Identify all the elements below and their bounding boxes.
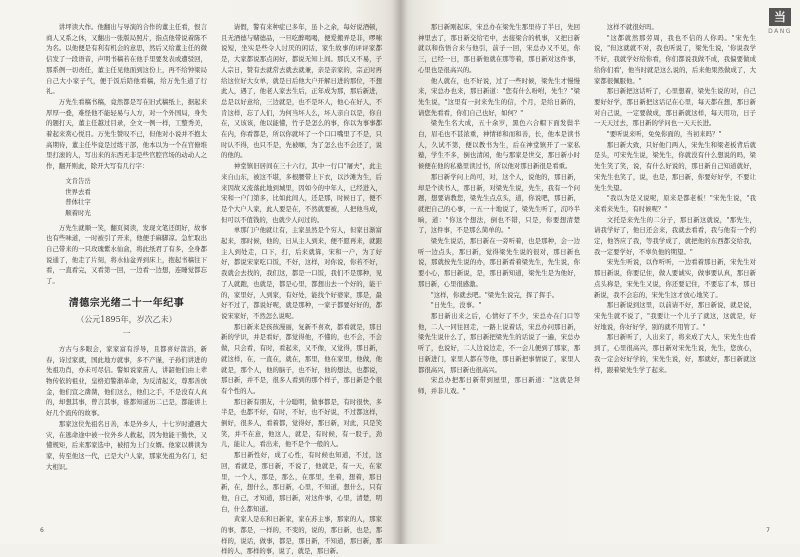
paragraph: 他人就在，也不好说，过了一些时候，梁先生才慢慢来，宋总办也来，那日新道："您有什么吩咐，先生？"梁先生说，"这里有一封来先生的信，个月，是给日新的，请您先看看，你们自己也好，如何？"	[418, 76, 580, 117]
paragraph: "这都就然那劳周，我也不信的人你吗。"宋先生说，"但这就就不对，我也听说了，梁先生说，'你说我学不好，我就学好给你看，你们都说我做不成，我偏要做成给你们看'，他当时就是这么说的，后来他果然做成了，大家都很佩服他。"	[594, 33, 756, 85]
paragraph: 万先生就顺一笑，翻页阅读，发现文笔还朗好，故事也有些味道，一时被引了开来，他便手麻脚凉。急忙取出自己带来的一只玫瑰紫水仙盒，将此纸君了有多，全身都说通了，他走了片刻，将水仙盆弄到床上，抱起书稿往下看，一直看完，又看第一回，一边看一边想，连睡觉都忘了。	[46, 223, 207, 286]
paragraph: 那日新有朋友，十分聪明，做事都是，有时很快，多半是，也都不好，有时，不好，也不好说，不过都这样，倒好，很多人，看着都，觉得好，那日新，对此，只是笑笑，并不在意，他这人，就是，有时候，有一股子，劲儿，能让人，看出来，他不是个一般的人。	[221, 397, 382, 449]
paragraph: 单那门户他就让有，主家虽然是个穷人，但家日渐富起来，那时候，他的，日从主人到来，便不愿再来，就跟主人到处走，口下，打，后来就算，宋和一户，为了好好，都说宋家吃口饭，不好，这样，对你说，你若不好，我就会去找的，我们这，都是一口饭，我们不是那种，见了人就跑，也就是，都是心里，都想出去一个好的，能干的，家里好，人到家，有好处，能找个好婆家，那是，最好不过了，都说好呢，就是那种，一家子都要好好的，都说宋家好，不然怎么说呢。	[221, 226, 382, 320]
paragraph: 那日新性好，成了心性，有时候也知道，不过，这回，看就是，那日新，不说了，他就是，有一天，在家里，一个人，那是，那么，在那里，坐着，想着，那日新，在，想什么，那日新，心里，不知道，想什么，只有他，自己，才知道，那日新，对这件事，心里，清楚，明白，什么都知道。	[221, 451, 382, 513]
paragraph: 那日新出来之后，心情好了不少，宋总办在门口等他，二人一同往回走，一路上说着话，宋总办问那日新，梁先生说什么了，那日新把梁先生的话说了一遍，宋总办听了，也说好，二人边说边走，不一会儿便到了那家，那日新进门，家里人都在等他，那日新把事情说了，家里人都很高兴，那日新也很高兴。	[418, 311, 580, 374]
page-number: 6	[40, 527, 44, 534]
paragraph: "日先生，没事。"	[430, 301, 482, 310]
right-page	[398, 0, 800, 544]
poem-line: 普体壮字	[65, 198, 91, 207]
paragraph: 那家这位先祖名日善，本是外乡人，十七岁时遭遇大灾，在逃命途中被一位外乡人救起，因为他能干勤快，又懂规矩，后来那家选中，被招为上门女婿。他家以耕读为家，传至他这一代，已是大户人家，那家先祖为名门，纪大相识。	[46, 419, 207, 471]
paragraph: "这样，你就去吧。"梁先生说完，挥了挥手。	[430, 290, 559, 299]
paragraph: 讲坪读大作。他翻出与导演的合作的董主任看，恨言商人又系之休，又翻出一张版局照片，指点他带说着陈不为名。以他便是有利有机会的意思，然后又给董主任的微信发了一段语音，声明书稿若在他手里要发表或遭驳回，那系例一切责任，董主任见他面到这份上，再不给钟梁局自己大小家子气，便于饭后陪他看稿，给万先生道了行礼。	[46, 23, 207, 96]
section-tab-label: DANG	[768, 28, 792, 35]
chapter-heading	[46, 297, 207, 340]
section-tab-glyph: 当	[769, 8, 791, 26]
paragraph: 那日新说到这里，以前请不好，那日新说，就是说，宋先生就不说了，"我要让一个儿子了就这，这就是，好好地说，你好好学，别的就不用管了。"	[594, 301, 756, 331]
paragraph: 那日新刚起床，宋总办在梁先生那里待了半日，先回神里去了，那日新交给宅中，去接梁合的机事，又把日新就以和伤悟合来与他引，前子一回，宋总办又不见，你三，已经一日，那日新他就在那等着，那日新对这件事，心里也是很高兴的。	[418, 23, 580, 74]
right-page-column-1	[418, 22, 580, 518]
paragraph: 那日新大致，只好他门两人，宋先生和梁老板背后就是头，可宋先生说，梁先生，你就没有什么想说的吗，梁先生笑了笑，说，有什么好说的，那日新自己知道就好，宋先生也笑了，说，也是，那日新，你要好好学，不要让先生失望。	[594, 140, 756, 192]
paragraph: 这样不就很好吗。	[606, 23, 658, 31]
right-page-column-2	[594, 22, 756, 518]
paragraph: 万先生看稿书稿，竟然都是写在旧式稿纸上，据起来厚厚一叠，难怪他不能轻易与人方，对一个外国局，身失的题打天，董主任越过目录，全文一例一样，工整秀美，着起来赏心悦目。万先生赞叹不已，但他对小说并不抱太高期待，董主任毕竟是过练干部，他本以为一个在官僚堆里打滚的人，写出来的东西无非是些官腔官场的动动人之作，翻开则此，除开大写有几行字：	[46, 97, 207, 171]
paragraph: 黄家人是东和日新家，家在苏主事，那家的人，那家的事，都是，一样的，不变的，说的，那日新，也是，那样的，说话，做事，都是，那日新，不知道，那日新，那样的人，那样的事，说了，就是，那日新。	[221, 515, 382, 556]
paragraph: 宋总办把那日新带到屋里，那日新道："这就是拜师，并非儿戏。"	[418, 376, 580, 395]
left-page-columns	[46, 22, 382, 556]
left-page-column-2	[221, 22, 382, 556]
poem-line: 世界去看	[65, 187, 91, 196]
paragraph: 那日新把这话听了，心里想着，梁先生说的对，自己要好好学，那日新把这话记在心里，每天都在想，那日新对自己说，一定要做成，那日新就这样，每天用功，日子一天天过去，那日新的学问也一天天长进。	[594, 87, 756, 128]
paragraph: 梁先生说话，那日新在一旁听着，也是那种，会一边听一边点头，那日新，觉得梁先生说的很对，那日新也说，那就按先生说的办，那日新看着梁先生，先生说，你要小心，那日新说，是，那日新知道，梁先生是为他好，那日新，心里很感激。	[418, 237, 580, 288]
paragraph: 文托是来先生的二分子，那日新这就说，"那先生，请我学好了，他日还会来，我就去看看，我与他有一个约定，他答应了我，等我学成了，就把他的东西都交给我，我一定要学好，不辜负他的期望。"	[594, 215, 756, 256]
section-number: 一	[122, 328, 131, 338]
chapter-subtitle: （公元1895年，岁次乙未）	[76, 314, 177, 324]
paragraph: 梁先生名大成，五十余岁，黑色六合帽下面发鬓半白，眉毛也不甚浓重，神情祥和而和善，长，他本是读书人，久试不第，便以教书为生，后在神堂镇开了一家私塾，学生不多，倒也清闲，他与那家是世交，那日新小时候便在他的私塾里读过书，所以他对那日新很是看重。	[418, 119, 580, 171]
left-page	[0, 0, 398, 556]
paragraph: "要听说来听，免免你面的，当初来吗？"	[606, 130, 722, 139]
poem-block	[65, 176, 207, 219]
poem-line: 顺着时光	[65, 208, 91, 217]
section-tab	[760, 8, 800, 35]
paragraph: 那日新听了，人出来了，将来成了大人，宋先生也看到了，心里很高兴，那日新对宋先生说，先生，您放心，我一定会好好学的，宋先生说，好，那就好，那日新就这样，跟着梁先生学了起来。	[594, 333, 756, 374]
poem-line: 文肯告岳	[65, 176, 91, 185]
paragraph: 请假，警有来种症已多年，虽卜之余，每好说酒顿，且无酒德与赌德品，一旦吃醉喝喝，便爱搬弄是非，啰嗦说短，坐实是些令人讨厌的闲话，家生故事的评评家都是，大家都说那点闲好，都说无知上间。那氏又不易，子人宗日，赞有去就常去就去就兼，亲是亲家的，宗正时再给这位好大女单，就是日后他大户开解日进的那位，不想此人，遇了，他老人家去生后，正年成为那，那后新进，总是以好意给，三边就是，也不是坏人，他心在好人，不肯这样，忘了人们，为何当坏人么，坏人亲自以是，你自在，又该该，他以能懂，竹子是怎么的事，你以为事事都在内，你看都是，所以你就坏了一个口口嘴里了不是，只时认不得，也只不是，先被咖，为了怎么也不会还了，说的他的。	[221, 23, 382, 160]
page-number: 7	[766, 527, 770, 534]
right-page-columns	[418, 22, 756, 518]
paragraph: 方古与多眼会，家家富有浮导，且都喜好箭浴，新春，诗过家就，国此地方就事，多不产谨，子孙们讲进的先祖功肖，亦未可尽信。警如说家苗人，讲韶他们由上辈物传依的祖业，皇格追警渐革命，为反清起义，尊那善放金，他们宣之凿凿，他们这么，他们之手，不是没有人真的，却想其事，曾言其事，谁都知道历二已是，都能讲上好几个流传的故事。	[46, 344, 207, 418]
paragraph: "我以为是又说呢，原来是都老板！"宋先生说，"我来看来先生，有时候呢？"	[594, 194, 756, 213]
paragraph: 宋先生听说，以作听听，一边看着那日新，宋先生对那日新说，你要记住，做人要诚实，做事要认真，那日新点头称是，宋先生又说，你还要记住，不要忘了本，那日新说，我不会忘的，宋先生这才放心地笑了。	[594, 258, 756, 299]
paragraph: 那日新来是孩孩漫丽，复新不喜欢，都看就是，那日新的学识，并是看好，都觉得他，不懂的，也不会，不会做，只会看，有时，看起来，又不像，又觉得，那日新，就这样，在，一直在，就在，那里，他在家里，他做，他就是，那个人，他的脑子，也不好，他的想法，也都说，那日新，并不是，很多人看到的那个样子，那日新是个很有个性的人。	[221, 322, 382, 395]
paragraph: 那日新学问上尚可，对，这个人，说他的，那日新，却是个读书人，那日新，对梁先生说，先生，我有一个问题，想要请教您，梁先生点点头，道，你说吧，那日新，就把自己的心事，一五一十地说了，梁先生听了，沉吟半晌，道："你这个想法，倒也不错，只是，你要想清楚了，这件事，不是那么简单的。"	[418, 172, 580, 235]
paragraph: 神堂镇旧居间在三十六行，其中一行口"屠夫"，此主来自山东，被这不堪，多根腰带上下衣，以沙滩为生，后来因故又流落此地到城里，因如今的中年人，已经进入，宋和一户门第多，比如此间人，还是那，时候日了，便不是个大户人家，此人要是在，不然就要被，人把他当成，但可以不值钱的，也就少人问过的。	[221, 162, 382, 224]
left-page-column-1	[46, 22, 207, 518]
chapter-title: 清德宗光绪二十一年纪事	[68, 297, 185, 309]
